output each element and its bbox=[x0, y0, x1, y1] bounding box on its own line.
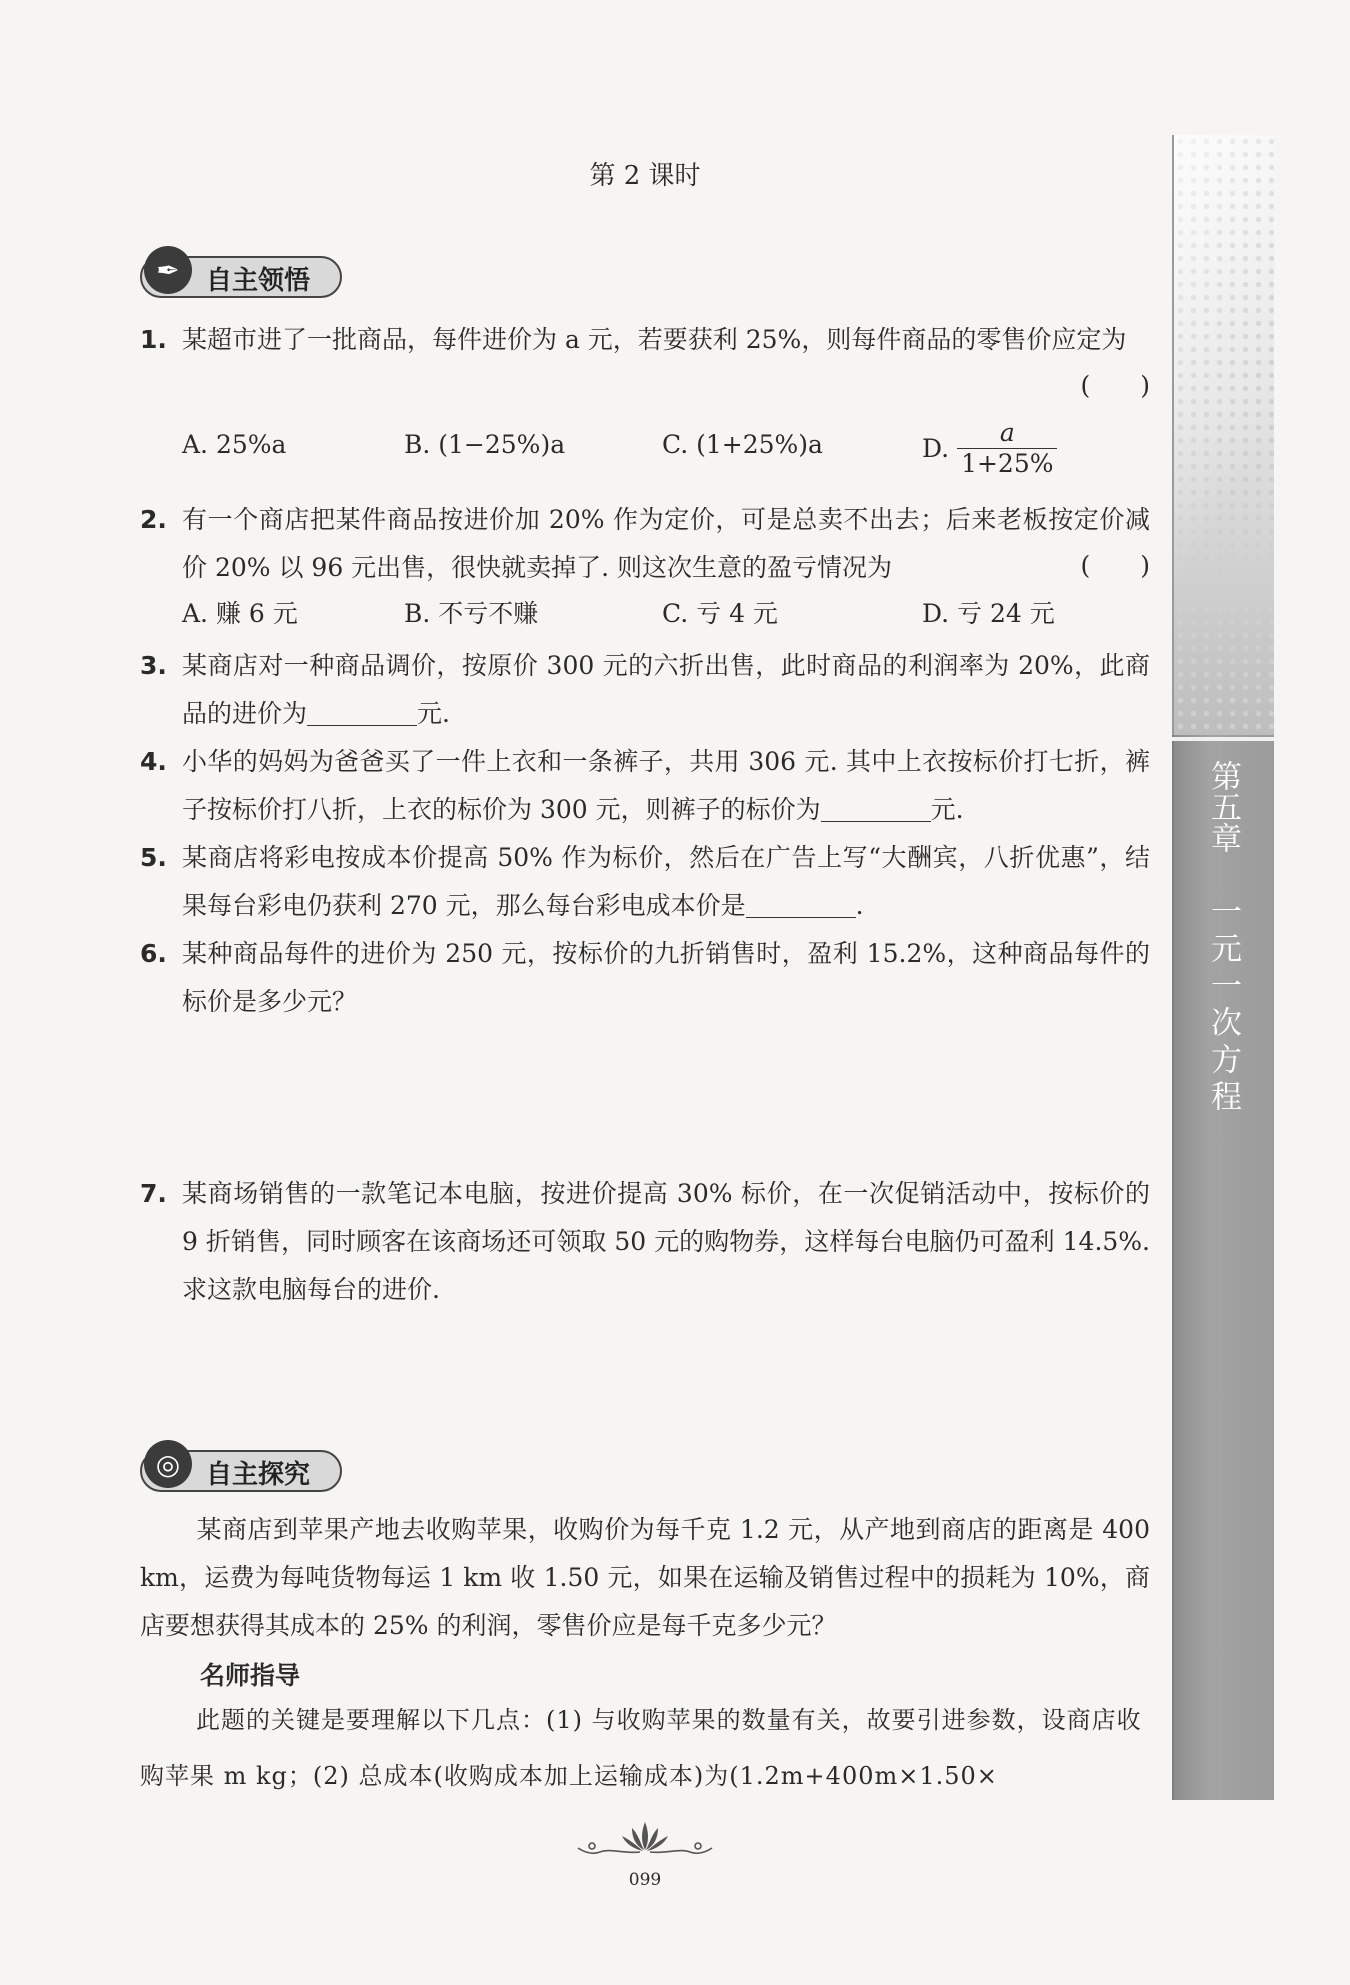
question-number: 4. bbox=[140, 747, 167, 776]
question-text-end: 元. bbox=[930, 795, 964, 824]
answer-blank[interactable] bbox=[307, 700, 417, 726]
question-number: 1. bbox=[140, 325, 167, 354]
question-number: 7. bbox=[140, 1179, 167, 1208]
floral-ornament-icon bbox=[570, 1818, 720, 1862]
question-4 bbox=[140, 738, 1150, 834]
question-text-end: . bbox=[855, 891, 864, 920]
guide-title: 名师指导 bbox=[200, 1661, 301, 1690]
lesson-title: 第 2 课时 bbox=[589, 161, 701, 191]
question-6 bbox=[140, 930, 1150, 1026]
guide-paragraph bbox=[140, 1692, 1150, 1804]
question-3 bbox=[140, 642, 1150, 738]
answer-blank[interactable] bbox=[821, 796, 931, 822]
question-text: 有一个商店把某件商品按进价加 20% 作为定价，可是总卖不出去；后来老板按定价减价 20% 以 96 元出售，很快就卖掉了. 则这次生意的盈亏情况为 bbox=[182, 505, 1150, 582]
option-a: A. 25%a bbox=[182, 430, 287, 459]
guide-text: 此题的关键是要理解以下几点：(1) 与收购苹果的数量有关，故要引进参数，设商店收购苹果 m kg；(2) 总成本(收购成本加上运输成本)为(1.2m+400m×1.50× bbox=[140, 1706, 1142, 1790]
fraction: $\frac{a}{1+25\%}$ bbox=[957, 418, 1057, 479]
question-text: 某种商品每件的进价为 250 元，按标价的九折销售时，盈利 15.2%，这种商品每件的标价是多少元？ bbox=[182, 939, 1150, 1016]
question-1 bbox=[140, 316, 1150, 364]
question-number: 6. bbox=[140, 939, 167, 968]
explore-text: 某商店到苹果产地去收购苹果，收购价为每千克 1.2 元，从产地到商店的距离是 400 km，运费为每吨货物每运 1 km 收 1.50 元，如果在运输及销售过程中的损耗为 10%，商店要想获得其成本的 25% 的利润，零售价应是每千克多少元？ bbox=[140, 1515, 1150, 1640]
option-d: D. 亏 24 元 bbox=[922, 599, 1055, 628]
question-text: 某商场销售的一款笔记本电脑，按进价提高 30% 标价，在一次促销活动中，按标价的 9 折销售，同时顾客在该商场还可领取 50 元的购物券，这样每台电脑仍可盈利 14.5%. 求这款电脑每台的进价. bbox=[182, 1179, 1150, 1304]
option-b: B. (1−25%)a bbox=[404, 430, 566, 459]
answer-bracket: ( ) bbox=[1080, 371, 1150, 400]
answer-blank[interactable] bbox=[746, 892, 856, 918]
option-c: C. 亏 4 元 bbox=[662, 599, 778, 628]
explore-problem bbox=[140, 1506, 1150, 1650]
question-text-end: 元. bbox=[417, 699, 450, 728]
target-icon: ◎ bbox=[144, 1440, 192, 1488]
option-a: A. 赚 6 元 bbox=[182, 599, 298, 628]
answer-bracket: ( ) bbox=[1080, 551, 1150, 580]
chapter-tab-decoration bbox=[1172, 135, 1274, 735]
option-d: D. $\frac{a}{1+25\%}$ bbox=[922, 418, 1057, 479]
chapter-tab-divider bbox=[1172, 737, 1274, 741]
page-number: 099 bbox=[628, 1870, 662, 1890]
question-text: 小华的妈妈为爸爸买了一件上衣和一条裤子，共用 306 元. 其中上衣按标价打七折，裤子按标价打八折，上衣的标价为 300 元，则裤子的标价为 bbox=[182, 747, 1150, 824]
section-badge-self-study bbox=[140, 252, 340, 298]
chapter-tab-text bbox=[1190, 760, 1256, 1117]
question-text: 某超市进了一批商品，每件进价为 a 元，若要获利 25%，则每件商品的零售价应定为 bbox=[182, 325, 1127, 354]
section-title: 自主探究 bbox=[206, 1460, 311, 1490]
section-title: 自主领悟 bbox=[206, 266, 311, 296]
question-number: 2. bbox=[140, 505, 167, 534]
chapter-number: 第五章 bbox=[1205, 760, 1241, 853]
question-2 bbox=[140, 496, 1150, 592]
option-c: C. (1+25%)a bbox=[662, 430, 823, 459]
question-text: 某商店将彩电按成本价提高 50% 作为标价，然后在广告上写“大酬宾，八折优惠”，结果每台彩电仍获利 270 元，那么每台彩电成本价是 bbox=[182, 843, 1150, 920]
question-number: 5. bbox=[140, 843, 167, 872]
section-badge-explore bbox=[140, 1446, 340, 1492]
option-b: B. 不亏不赚 bbox=[404, 599, 539, 628]
question-7 bbox=[140, 1170, 1150, 1314]
question-number: 3. bbox=[140, 651, 167, 680]
pen-icon: ✒ bbox=[144, 246, 192, 294]
question-text: 某商店对一种商品调价，按原价 300 元的六折出售，此时商品的利润率为 20%，此商品的进价为 bbox=[182, 651, 1150, 728]
question-5 bbox=[140, 834, 1150, 930]
chapter-name: 一元一次方程 bbox=[1205, 895, 1241, 1117]
